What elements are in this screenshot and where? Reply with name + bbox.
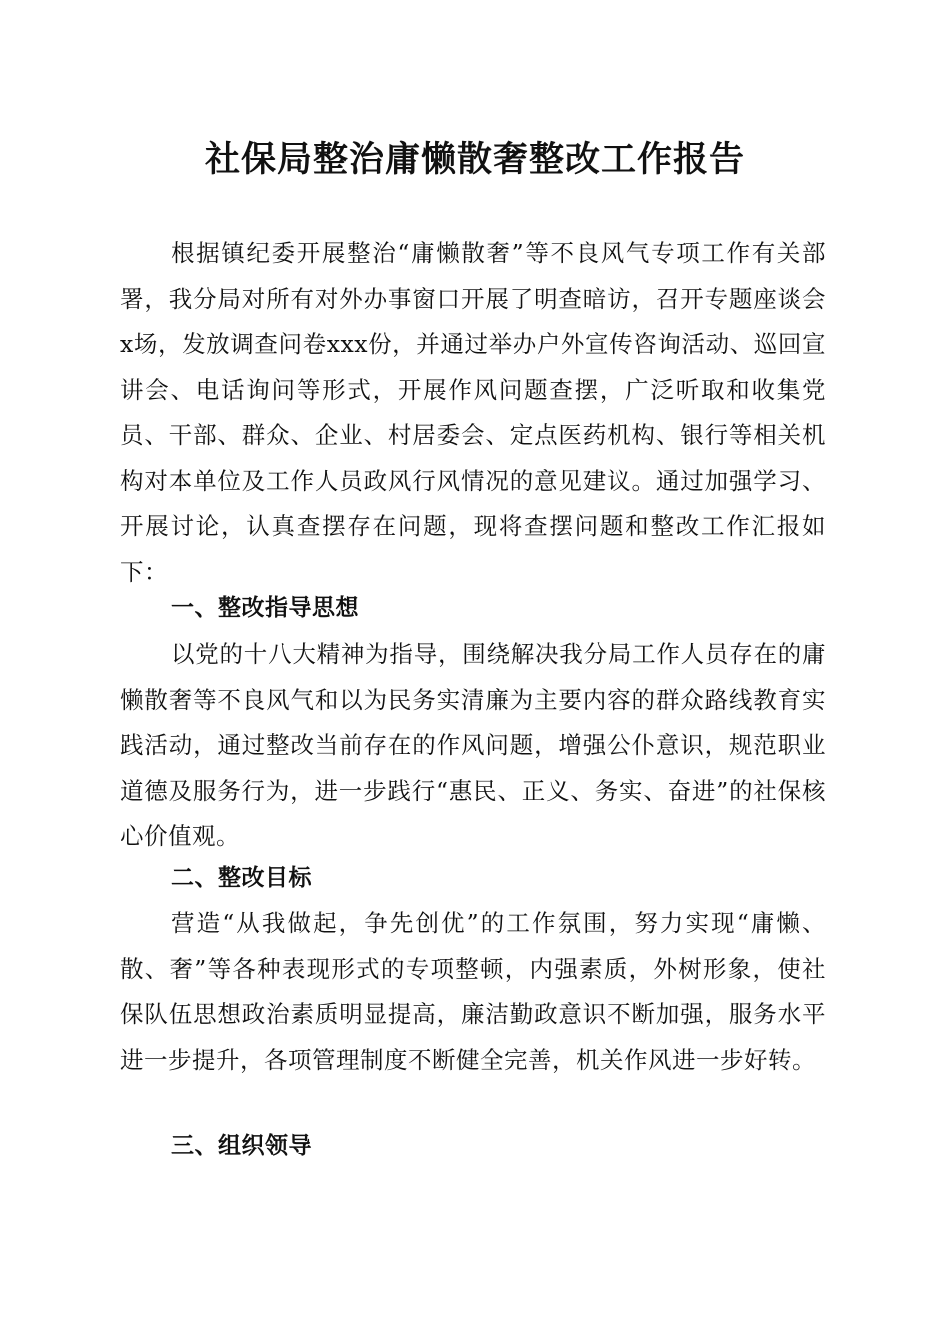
intro-paragraph: 根据镇纪委开展整治“庸懒散奢”等不良风气专项工作有关部署，我分局对所有对外办事窗口开展了明查暗访，召开专题座谈会x场，发放调查问卷xxx份，并通过举办户外宣传咨询活动、巡回宣讲会、电话询问等形式，开展作风问题查摆，广泛听取和收集党员、干部、群众、企业、村居委会、定点医药机构、银行等相关机构对本单位及工作人员政风行风情况的意见建议。通过加强学习、开展讨论，认真查摆存在问题，现将查摆问题和整改工作汇报如下： [120,239,826,586]
document-title: 社保局整治庸懒散奢整改工作报告 [204,139,745,180]
section-body-goals: 营造“从我做起，争先创优”的工作氛围，努力实现“庸懒、散、奢”等各种表现形式的专项整顿，内强素质，外树形象，使社保队伍思想政治素质明显提高，廉洁勤政意识不断加强，服务水平进一步提升，各项管理制度不断健全完善，机关作风进一步好转。 [120,909,826,1074]
section-body-guiding-thought: 以党的十八大精神为指导，围绕解决我分局工作人员存在的庸懒散奢等不良风气和以为民务实清廉为主要内容的群众路线教育实践活动，通过整改当前存在的作风问题，增强公仆意识，规范职业道德及服务行为，进一步践行“惠民、正义、务实、奋进”的社保核心价值观。 [120,640,826,850]
section-heading-organization: 三、组织领导 [171,1133,312,1159]
section-heading-goals: 二、整改目标 [171,865,312,891]
section-heading-guiding-thought: 一、整改指导思想 [171,595,359,621]
